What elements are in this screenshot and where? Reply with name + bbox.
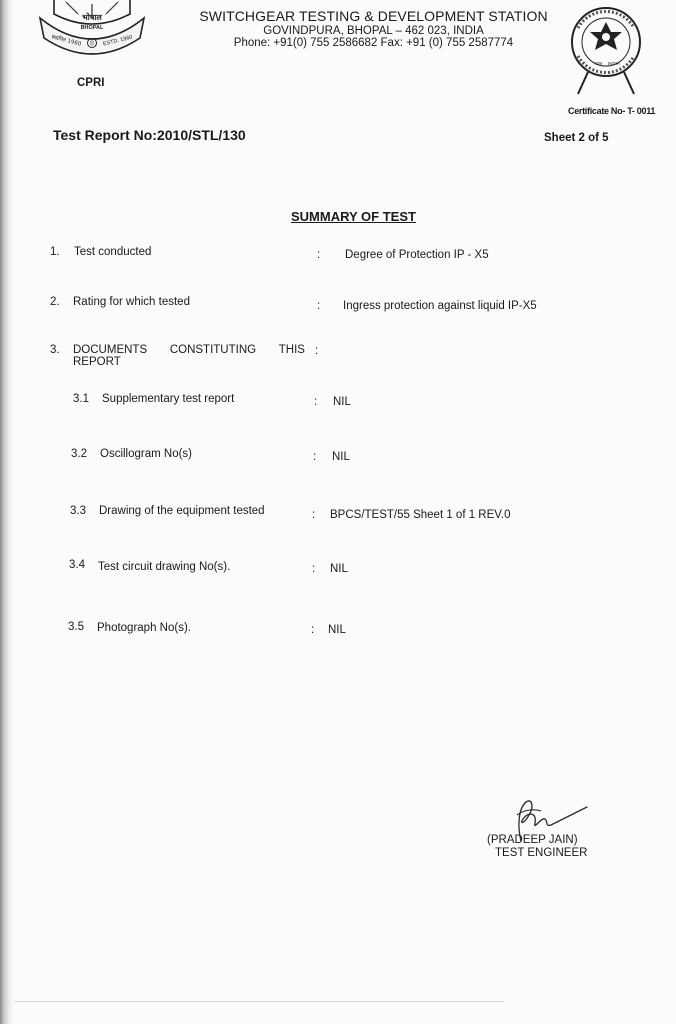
org-contact: Phone: +91(0) 755 2586682 Fax: +91 (0) 755 2587774: [233, 37, 514, 49]
svg-text:©: ©: [89, 41, 95, 48]
subitem-3-3-colon: :: [312, 509, 316, 521]
subitem-3-2-number: 3.2: [71, 448, 87, 460]
subitem-3-5-number: 3.5: [68, 621, 84, 633]
scan-edge-shadow: [0, 0, 14, 1024]
summary-title: SUMMARY OF TEST: [291, 209, 416, 224]
item-3-label-line-2: REPORT: [73, 356, 121, 368]
logo-text-bhopal: BHOPAL: [80, 25, 104, 31]
item-1-value: Degree of Protection IP - X5: [345, 249, 489, 261]
item-3-colon: :: [315, 345, 319, 357]
subitem-3-4-value: NIL: [330, 563, 348, 575]
item-2-label: Rating for which tested: [73, 296, 190, 308]
subitem-3-5-label: Photograph No(s).: [97, 622, 191, 634]
subitem-3-2-colon: :: [313, 451, 317, 463]
subitem-3-2-label: Oscillogram No(s): [100, 448, 193, 460]
item-1-number: 1.: [50, 246, 60, 258]
subitem-3-4-number: 3.4: [69, 559, 85, 571]
signatory-designation: TEST ENGINEER: [495, 847, 588, 859]
org-title: SWITCHGEAR TESTING & DEVELOPMENT STATION: [199, 8, 548, 24]
accreditation-seal: [564, 4, 650, 96]
item-1-colon: :: [317, 249, 321, 261]
org-short-name: CPRI: [77, 77, 105, 89]
report-number: Test Report No:2010/STL/130: [53, 127, 246, 143]
logo-text-estd-hindi: स्थापित 1960: [50, 34, 82, 48]
letterhead: [196, 8, 551, 49]
signatory-name: (PRADEEP JAIN): [487, 834, 578, 846]
item-3-label-word-3: THIS: [278, 344, 305, 356]
seal-text-english: INDIA: [607, 61, 621, 66]
subitem-3-2-value: NIL: [332, 451, 350, 463]
subitem-3-3-number: 3.3: [70, 505, 86, 517]
subitem-3-5-colon: :: [311, 624, 315, 636]
subitem-3-1-number: 3.1: [73, 393, 89, 405]
sheet-number: Sheet 2 of 5: [544, 132, 609, 144]
item-3-number: 3.: [50, 344, 60, 356]
page-bottom-line: [14, 1001, 504, 1002]
subitem-3-1-label: Supplementary test report: [102, 393, 235, 405]
logo-text-estd: ESTD. 1960: [102, 34, 134, 48]
subitem-3-1-colon: :: [314, 396, 318, 408]
subitem-3-3-label: Drawing of the equipment tested: [99, 505, 265, 517]
logo-text-hindi: भोपाल: [82, 13, 102, 22]
item-3-label-word-1: DOCUMENTS: [73, 344, 148, 356]
item-2-value: Ingress protection against liquid IP-X5: [343, 300, 537, 312]
item-2-colon: :: [317, 300, 321, 312]
item-1-label: Test conducted: [74, 246, 152, 258]
subitem-3-4-label: Test circuit drawing No(s).: [98, 561, 231, 573]
subitem-3-5-value: NIL: [328, 624, 346, 636]
item-2-number: 2.: [50, 296, 60, 308]
org-address: GOVINDPURA, BHOPAL – 462 023, INDIA: [263, 25, 484, 37]
seal-text-hindi: भारत: [593, 62, 603, 67]
subitem-3-4-colon: :: [312, 563, 316, 575]
cpri-logo: [36, 0, 148, 56]
item-3-label-word-2: CONSTITUTING: [169, 344, 257, 356]
certificate-number: Certificate No- T- 0011: [568, 106, 656, 116]
subitem-3-1-value: NIL: [333, 396, 351, 408]
subitem-3-3-value: BPCS/TEST/55 Sheet 1 of 1 REV.0: [330, 509, 511, 521]
item-3-label: [73, 344, 305, 368]
